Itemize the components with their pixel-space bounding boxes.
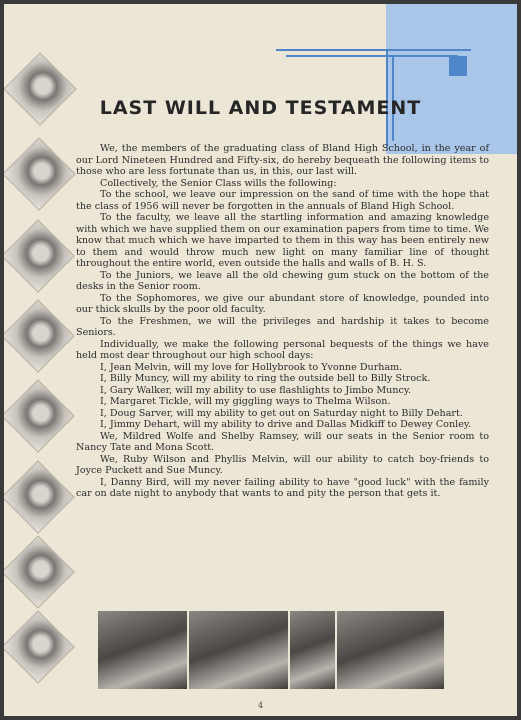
will-paragraph: We, Ruby Wilson and Phyllis Melvin, will our ability to catch boy-friends to Joyce Puckett and Sue Muncy. bbox=[76, 453, 489, 476]
senior-portrait bbox=[4, 460, 75, 534]
candid-photo bbox=[290, 611, 335, 689]
will-paragraph: I, Margaret Tickle, will my giggling ways to Thelma Wilson. bbox=[100, 396, 391, 407]
will-text bbox=[76, 143, 489, 500]
page-title: LAST WILL AND TESTAMENT bbox=[99, 97, 422, 119]
decorative-rule bbox=[286, 55, 458, 57]
page-number: 4 bbox=[257, 701, 264, 710]
will-paragraph: I, Gary Walker, will my ability to use flashlights to Jimbo Muncy. bbox=[100, 384, 412, 396]
will-paragraph: We, the members of the graduating class of Bland High School, in the year of our Lord Nineteen Hundred and Fifty-six, do hereby bequeath the following items to those who are less fortunate than us, in this, our last will. bbox=[76, 143, 489, 177]
will-paragraph: I, Doug Sarver, will my ability to get out on Saturday night to Billy Dehart. bbox=[100, 407, 463, 419]
senior-portrait bbox=[4, 299, 75, 373]
candid-photo bbox=[337, 611, 444, 689]
will-paragraph: To the Freshmen, we will the privileges and hardship it takes to become Seniors. bbox=[76, 315, 489, 338]
blue-corner-block bbox=[386, 4, 517, 154]
yearbook-page bbox=[4, 4, 517, 716]
blue-square-ornament bbox=[449, 56, 467, 76]
senior-portrait bbox=[4, 535, 75, 609]
will-paragraph: I, Jimmy Dehart, will my ability to drive and Dallas Midkiff to Dewey Conley. bbox=[100, 419, 472, 430]
decorative-rule bbox=[276, 49, 471, 51]
will-paragraph: To the faculty, we leave all the startling information and amazing knowledge with which we have supplied them on our examination papers from time to time. We know that much which we have imparted to them in this way has been entirely new to them and would throw much new light on many familiar line of thought throughout the entire world, even outside the halls and walls of B. H. S. bbox=[76, 212, 489, 269]
senior-portrait bbox=[4, 219, 75, 293]
will-paragraph: I, Danny Bird, will my never failing ability to have "good luck" with the family car on date night to anybody that wants to and pity the person that gets it. bbox=[76, 476, 489, 499]
will-paragraph: I, Jean Melvin, will my love for Hollybrook to Yvonne Durham. bbox=[100, 361, 403, 373]
senior-portrait bbox=[4, 379, 75, 453]
senior-portrait bbox=[4, 137, 76, 211]
senior-portrait bbox=[4, 610, 75, 684]
will-paragraph: Individually, we make the following personal bequests of the things we have held most dear throughout our high school days: bbox=[76, 338, 489, 361]
candid-photo bbox=[189, 611, 288, 689]
will-paragraph: We, Mildred Wolfe and Shelby Ramsey, will our seats in the Senior room to Nancy Tate and Mona Scott. bbox=[76, 430, 489, 453]
will-paragraph: To the Juniors, we leave all the old chewing gum stuck on the bottom of the desks in the Senior room. bbox=[76, 269, 489, 292]
will-paragraph: To the Sophomores, we give our abundant store of knowledge, pounded into our thick skulls by the poor old faculty. bbox=[76, 292, 489, 315]
will-paragraph: I, Billy Muncy, will my ability to ring the outside bell to Billy Strock. bbox=[100, 373, 431, 384]
candid-photo bbox=[98, 611, 187, 689]
will-paragraph: To the school, we leave our impression on the sand of time with the hope that the class of 1956 will never be forgotten in the annuals of Bland High School. bbox=[76, 189, 489, 212]
will-paragraph: Collectively, the Senior Class wills the following: bbox=[100, 177, 337, 189]
